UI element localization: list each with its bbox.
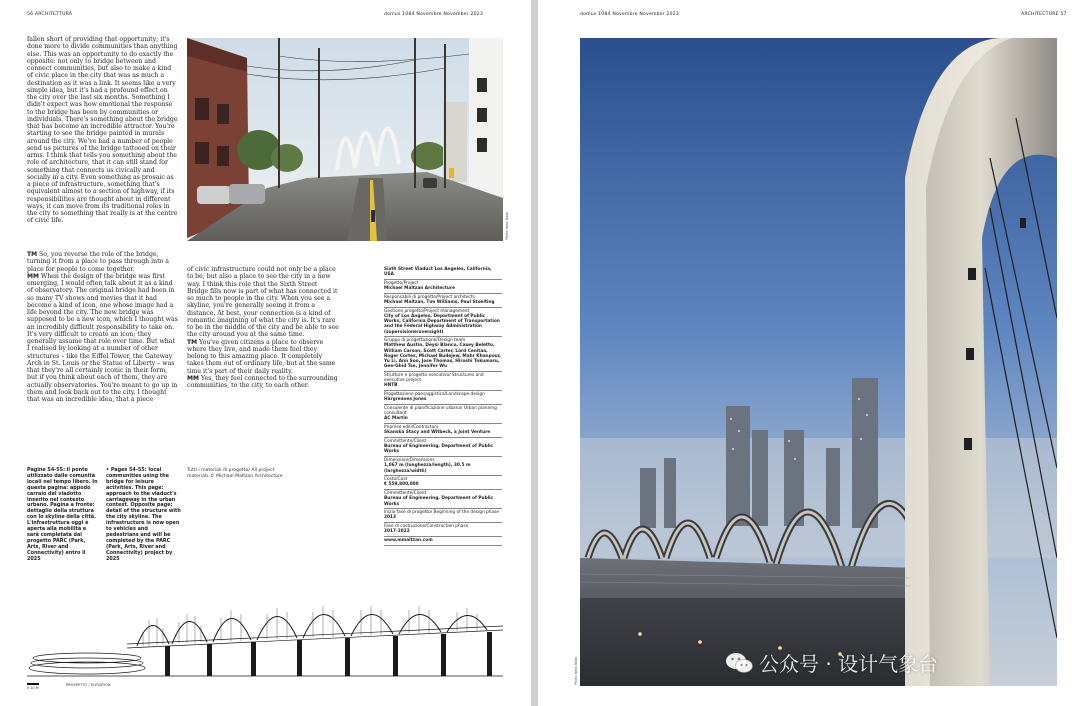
question-text: So, you reverse the role of the bridge, turning it from a place to pass through into a place for people to come together. <box>27 251 169 273</box>
factsheet-value: 2017-2022 <box>384 529 410 535</box>
factsheet-row <box>384 405 502 424</box>
factsheet-label: Consulente di pianificazione urbana/ Urban planning consultant <box>384 405 497 417</box>
factsheet-row <box>384 490 502 509</box>
factsheet-label: Gruppo di progettazione/Design team <box>384 338 466 344</box>
scale-label: 0 10 M <box>27 686 39 690</box>
factsheet-value: Hargreaves Jones <box>384 397 427 403</box>
speaker-tm: TM <box>27 251 38 258</box>
factsheet-value: HNTB <box>384 383 398 389</box>
factsheet-label: Committente/Client <box>384 491 427 497</box>
factsheet-value: Skanska Stacy and Witbeck, a Joint Venture <box>384 430 491 436</box>
speaker-mm: MM <box>27 272 39 280</box>
factsheet-value: € 559,800,000 <box>384 482 419 488</box>
factsheet-value: AC Martin <box>384 416 408 422</box>
factsheet-row <box>384 266 502 280</box>
factsheet-label: Strutture e progetto esecutivo/ Structures and executive project <box>384 372 484 384</box>
factsheet-value: Michael Maltzan Architecture <box>384 286 455 292</box>
project-factsheet <box>384 266 502 546</box>
speaker-tm: TM <box>187 338 198 346</box>
wechat-watermark <box>725 648 938 677</box>
factsheet-label: Gestione progetto/Project management <box>384 308 470 314</box>
factsheet-value: Bureau of Engineering, Department of Public Works <box>384 444 494 455</box>
drawing-footer: PROSPETTO / ELEVATION <box>66 683 111 687</box>
factsheet-row <box>384 457 502 476</box>
factsheet-row <box>384 308 502 338</box>
photo-credit-right: Photo Iwan Baan <box>574 656 578 685</box>
left-folio-issue: domus 1084 Novembre November 2023 <box>384 12 484 17</box>
factsheet-value: Sixth Street Viaduct Los Angeles, California, USA <box>384 267 492 278</box>
factsheet-value: 1,067 m (lunghezza/length), 30.5 m (larghezza/width) <box>384 463 471 474</box>
watermark-text: 公众号 · 设计气象台 <box>759 652 939 676</box>
factsheet-row <box>384 391 502 405</box>
factsheet-label: Imprese edili/Contractors <box>384 425 439 431</box>
factsheet-value: City of Los Angeles, Department of Public Works; California Department of Transportation and the Federal Highway Administration (supervisione/oversight) <box>384 313 500 335</box>
factsheet-label: Progettazione paesaggistica/Landscape design <box>384 392 485 398</box>
scale-bar <box>27 683 39 685</box>
factsheet-label: Fase di costruzione/Construction phase <box>384 524 469 530</box>
factsheet-value: Michael Maltzan, Tim Williams, Paul Stoelting <box>384 300 495 306</box>
wechat-icon <box>725 652 753 674</box>
materials-credit: Tutti i materiali di progetto/ All project materials © Michael Maltzan Architecture <box>187 468 283 479</box>
arches-skyline-photo <box>580 38 1057 686</box>
factsheet-label: Committente/Client <box>384 438 427 444</box>
question-text: You've given citizens a place to observe where they live, and made them feel they belong to this amazing place. It completely takes them out of ordinary life, but at the same time it's part of their daily reality. <box>187 338 336 375</box>
factsheet-row <box>384 337 502 372</box>
speaker-mm: MM <box>187 374 199 382</box>
street-approach-photo <box>187 38 503 241</box>
factsheet-label: Dimensioni/Dimensions <box>384 458 435 464</box>
interview-col1-bottom <box>27 251 179 403</box>
caption-italian: Pagine 54-55: il ponte utilizzato dalle comunità locali nel tempo libero. In questa pagina: appodo carraio del viadotto inserito nel contesto urbano. Pagina a fronte: dettaglio della struttura con lo skyline della città. L'infrastruttura oggi è aperta alla mobilità e sarà completata dal progetto PARC (Park, Arts, River and Connectivity) entro il 2025 <box>27 467 98 562</box>
factsheet-label: Inizio fase di progetto/ Beginning of the design phase <box>384 510 500 516</box>
photo-credit-top: Photo Iwan Baan <box>505 211 509 240</box>
right-folio: ARCHITECTURE 57 <box>1021 12 1067 17</box>
left-page <box>0 0 531 706</box>
bridge-elevation-drawing <box>27 592 503 678</box>
right-page <box>538 0 1080 706</box>
factsheet-row <box>384 280 502 294</box>
interview-paragraph: fallen short of providing that opportunity; it's done more to divide communities than anything else. This was an opportunity to do exactly the opposite: not only to bridge between and connect communities, but also to make a kind of civic place in the city that was as much a destination as it was a link. It seems like a very simple idea, but it's had a profound effect on the city over the last six months. Something I didn't expect was how emotional the response to the bridge has been by communities or individuals. There's something about the bridge that has become an incredible attractor. You're starting to see the bridge painted in murals around the city. We've had a number of people send us pictures of the bridge tattooed on their arms. I think that tells you something about the role of architecture, that it can still stand for something that connects us civically and socially in a city. Even something as prosaic as a piece of infrastructure, something that's equivalent almost to a section of highway, if its responsibilities are thought about in different ways, it can move from its traditional roles in the city to something that really is at the centre of civic life. <box>27 36 178 225</box>
left-folio: 56 ARCHITETTURA <box>27 12 73 17</box>
factsheet-label: Costo/Cost <box>384 477 408 483</box>
factsheet-value: www.mmaltzan.com <box>384 538 433 544</box>
factsheet-row <box>384 294 502 308</box>
interview-col1-top <box>27 36 179 225</box>
factsheet-value: Matthew Austin, Deysi Blanco, Casey Beletto, William Carson, Scott Carter, Lord Cenitaa, Roger Cortes, Michael Budejew, Mahr Khanpour, Yu Li, Ann Soo, Jose Thomas, Hiroshi Tokumaru, Gee-Ghid Tse, Jennifer Wu <box>384 343 501 370</box>
factsheet-label: Responsabili di progetto/Project architects <box>384 294 475 300</box>
page-gutter <box>531 0 538 706</box>
factsheet-row <box>384 476 502 490</box>
answer-text: When the design of the bridge was first emerging, I would often talk about it as a kind of observatory. The original bridge had been in so many TV shows and movies that it had become a kind of icon, one whose image had a life beyond the city. The new bridge was supposed to be a new icon, which I thought was an incredibly difficult responsibility to take on. It's very difficult to create an icon; they generally assume that role over time. But what I realised by looking at a number of other structures – like the Eiffel Tower, the Gateway Arch in St. Louis or the Statue of Liberty – was that they're all certainly iconic in their form, but if you think about each of them, they are actually observatories. You're meant to go up in them and look back out to the city. I thought that was an incredible idea, that a piece <box>27 272 178 403</box>
factsheet-row <box>384 372 502 391</box>
factsheet-row <box>384 424 502 438</box>
factsheet-row <box>384 537 502 546</box>
factsheet-value: 2013 <box>384 515 396 521</box>
factsheet-row <box>384 509 502 523</box>
interview-col2 <box>187 266 339 389</box>
answer-text: Yes, they feel connected to the surrounding communities, to the city, to each other. <box>187 374 338 389</box>
factsheet-row <box>384 523 502 537</box>
interview-paragraph: of civic infrastructure could not only be a place to be, but also a place to see the city in a new way. I think this role that the Sixth Street Bridge fills now is part of what has connected it so much to people in the city. When you see a skyline, you're generally seeing it from a distance. At best, your connection is a kind of romantic imagining of what the city is. It's rare to be in the middle of the city and be able to see the city around you at the same time. <box>187 266 339 339</box>
factsheet-row <box>384 438 502 457</box>
factsheet-label: Progetto/Project <box>384 280 419 286</box>
right-folio-issue: domus 1084 Novembre November 2023 <box>580 12 680 17</box>
factsheet-value: Bureau of Engineering, Department of Public Works <box>384 496 494 507</box>
caption-english: • Pages 54-55: local communities using the bridge for leisure activities. This page: approach to the viaduct's carriageway in the urban context. Opposite page: detail of the structure with the city skyline. The infrastructure is now open to vehicles and pedestrians and will be completed by the PARC (Park, Arts, River and Connectivity) project by 2025 <box>106 467 181 562</box>
